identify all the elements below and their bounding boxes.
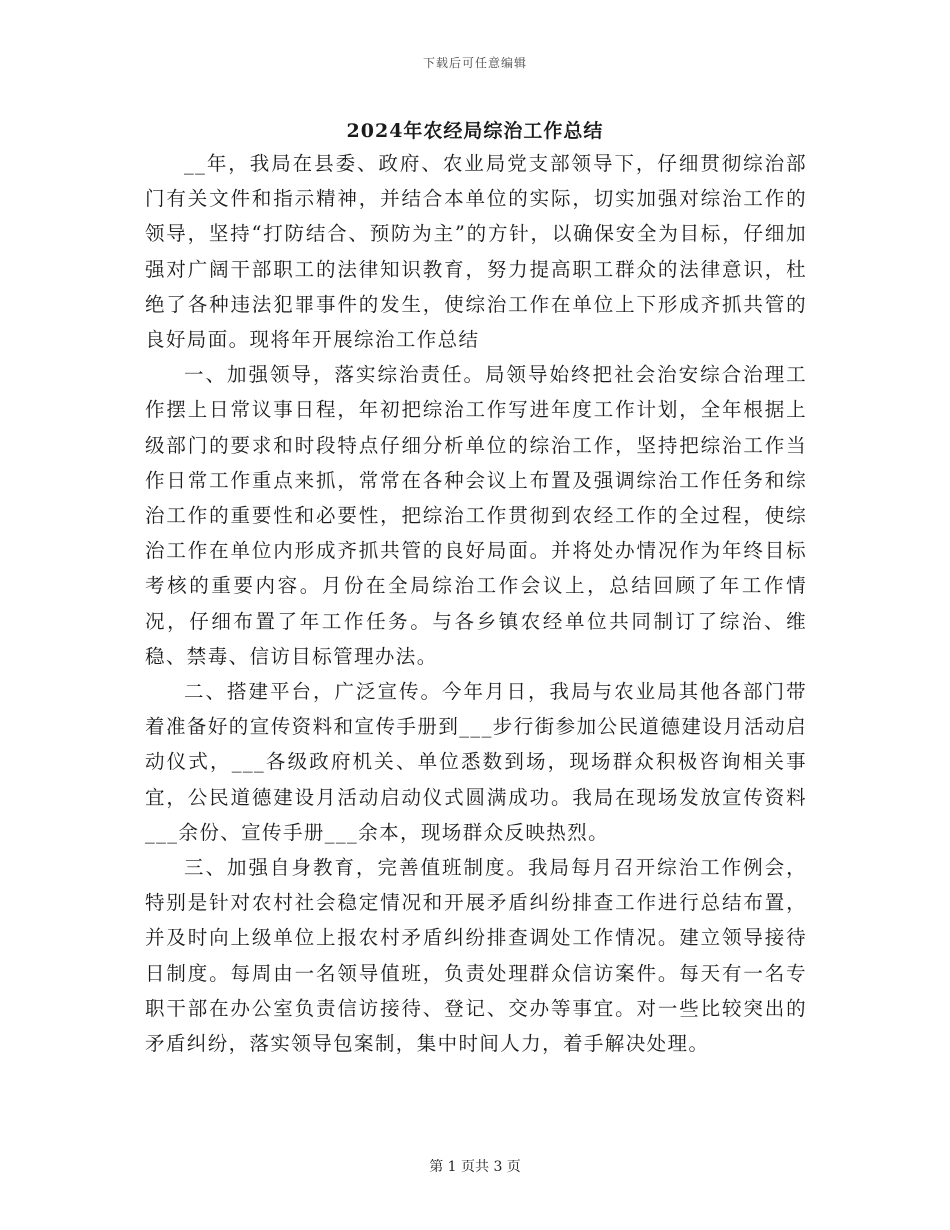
paragraph-section-3: 三、加强自身教育，完善值班制度。我局每月召开综治工作例会，特别是针对农村社会稳定情况和开展矛盾纠纷排查工作进行总结布置，并及时向上级单位上报农村矛盾纠纷排查调处工作情况。建立领导接待日制度。每周由一名领导值班，负责处理群众信访案件。每天有一名专职干部在办公室负责信访接待、登记、交办等事宜。对一些比较突出的矛盾纠纷，落实领导包案制，集中时间人力，着手解决处理。 (145, 856, 807, 1056)
document-body (145, 146, 807, 1061)
document-title: 2024年农经局综治工作总结 (346, 120, 604, 142)
paragraph-section-1: 一、加强领导，落实综治责任。局领导始终把社会治安综合治理工作摆上日常议事日程，年初把综治工作写进年度工作计划，全年根据上级部门的要求和时段特点仔细分析单位的综治工作，坚持把综治工作当作日常工作重点来抓，常常在各种会议上布置及强调综治工作任务和综治工作的重要性和必要性，把综治工作贯彻到农经工作的全过程，使综治工作在单位内形成齐抓共管的良好局面。并将处办情况作为年终目标考核的重要内容。月份在全局综治工作会议上，总结回顾了年工作情况，仔细布置了年工作任务。与各乡镇农经单位共同制订了综治、维稳、禁毒、信访目标管理办法。 (145, 363, 807, 668)
paragraph-section-2: 二、搭建平台，广泛宣传。今年月日，我局与农业局其他各部门带着准备好的宣传资料和宣传手册到___步行街参加公民道德建设月活动启动仪式，___各级政府机关、单位悉数到场，现场群众积极咨询相关事宜，公民道德建设月活动启动仪式圆满成功。我局在现场发放宣传资料___余份、宣传手册___余本，现场群众反映热烈。 (145, 680, 807, 844)
header-note: 下载后可任意编辑 (422, 56, 527, 70)
paragraph-intro: __年，我局在县委、政府、农业局党支部领导下，仔细贯彻综治部门有关文件和指示精神，并结合本单位的实际，切实加强对综治工作的领导，坚持“打防结合、预防为主”的方针，以确保安全为目标，仔细加强对广阔干部职工的法律知识教育，努力提高职工群众的法律意识，杜绝了各种违法犯罪事件的发生，使综治工作在单位上下形成齐抓共管的良好局面。现将年开展综治工作总结 (145, 152, 807, 352)
page-footer: 第 1 页共 3 页 (429, 1159, 521, 1175)
